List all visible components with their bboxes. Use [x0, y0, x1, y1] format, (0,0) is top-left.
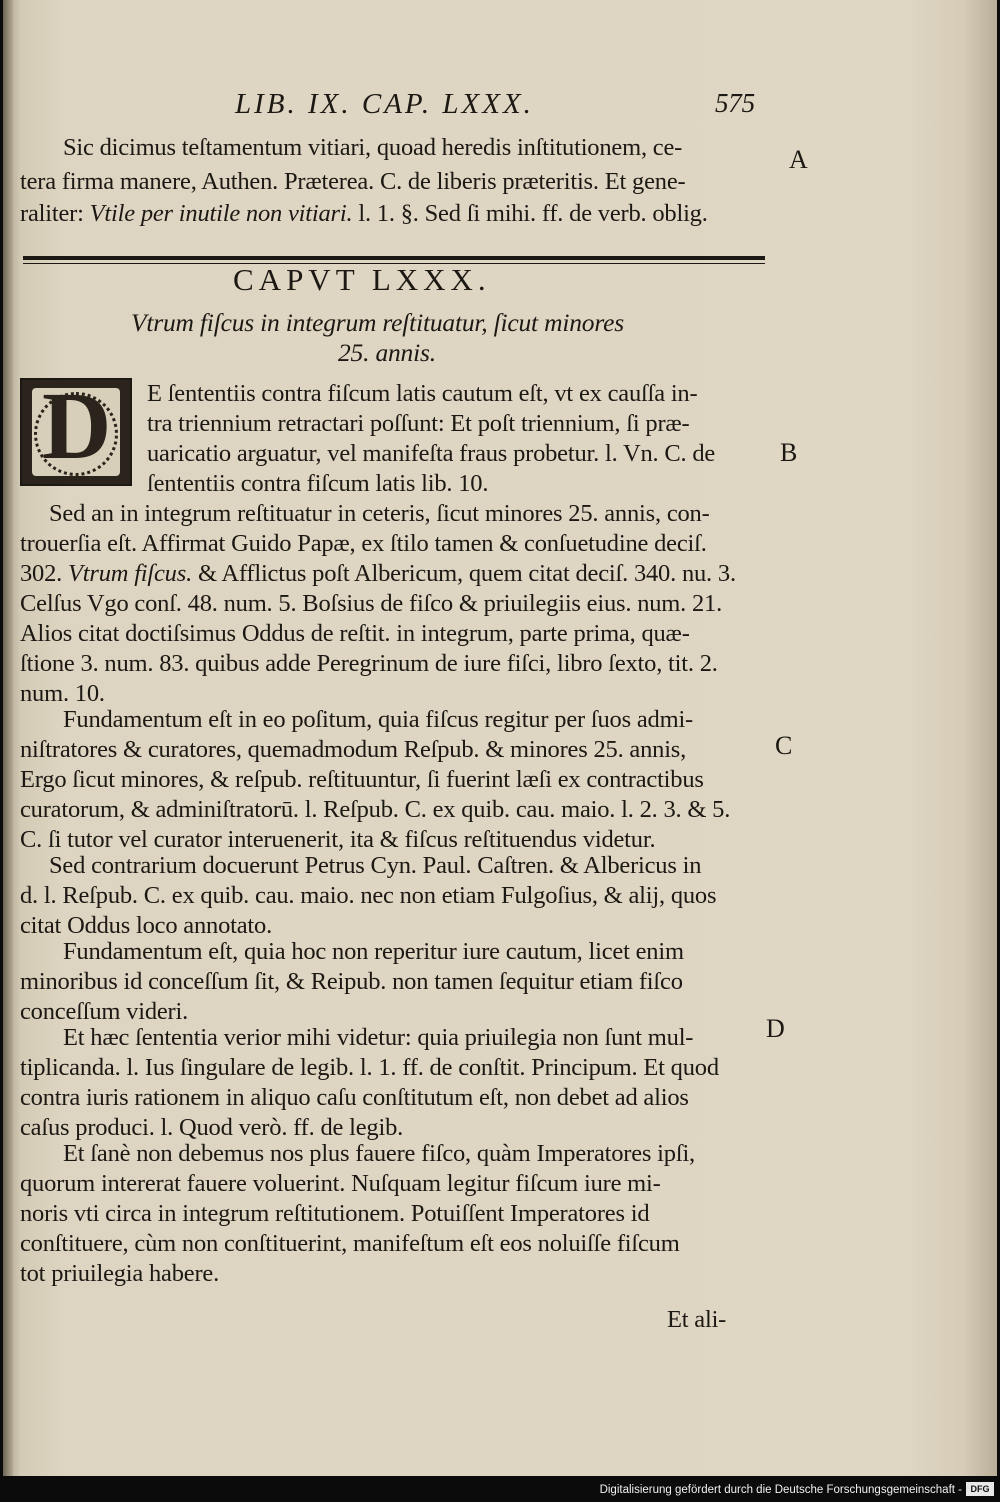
section-rule [23, 256, 765, 260]
text-line: Sed contrarium docuerunt Petrus Cyn. Paul. Caſtren. & Albericus in [49, 852, 702, 879]
text-line: Fundamentum eſt, quia hoc non reperitur iure cautum, licet enim [63, 938, 684, 965]
text-line: C. ſi tutor vel curator interuenerit, ita & fiſcus reſtituendus videtur. [20, 826, 656, 853]
text-line: tot priuilegia habere. [20, 1260, 220, 1287]
text-segment: raliter: [20, 200, 84, 227]
catchword: Et ali- [667, 1306, 727, 1333]
margin-letter-a: A [789, 145, 808, 174]
text-line [20, 560, 736, 588]
italic-segment: Vtrum fiſcus. [68, 560, 192, 587]
italic-segment: Vtile per inutile non vitiari. [89, 200, 353, 227]
chapter-subtitle: 25. annis. [338, 338, 436, 367]
text-line: conceſſum videri. [20, 998, 189, 1025]
text-line: E ſententiis contra fiſcum latis cautum eſt, vt ex cauſſa in- [147, 380, 698, 407]
text-line: num. 10. [20, 680, 105, 707]
chapter-subtitle: Vtrum fiſcus in integrum reſtituatur, ſicut minores [131, 308, 624, 337]
text-line: quorum intererat fauere voluerint. Nuſquam legitur fiſcum iure mi- [20, 1170, 661, 1197]
text-line: conſtituere, cùm non conſtituerint, manifeſtum eſt eos noluiſſe fiſcum [20, 1230, 680, 1257]
margin-letter-c: C [775, 731, 793, 760]
text-line: ſententiis contra fiſcum latis lib. 10. [147, 470, 489, 497]
text-line: tera firma manere, Authen. Præterea. C. de liberis præteritis. Et gene- [20, 168, 686, 195]
text-line: noris vti circa in integrum reſtitutionem. Potuiſſent Imperatores id [20, 1200, 650, 1227]
decorated-initial [20, 372, 132, 486]
chapter-title: CAPVT LXXX. [233, 262, 491, 297]
text-line: Et hæc ſententia verior mihi videtur: quia priuilegia non ſunt mul- [63, 1024, 694, 1051]
text-line: Et ſanè non debemus nos plus fauere fiſco, quàm Imperatores ipſi, [63, 1140, 695, 1167]
text-line: contra iuris rationem in aliquo caſu conſtitutum eſt, non debet ad alios [20, 1084, 689, 1111]
text-segment: 302. [20, 560, 63, 587]
text-segment: & Afflictus poſt Albericum, quem citat deciſ. 340. nu. 3. [197, 560, 736, 587]
page-number: 575 [715, 88, 755, 118]
text-line: tra triennium retractari poſſunt: Et poſt triennium, ſi præ- [147, 410, 690, 437]
text-line: Celſus Vgo conſ. 48. num. 5. Boſsius de fiſco & priuilegiis eius. num. 21. [20, 590, 723, 617]
text-line: niſtratores & curatores, quemadmodum Reſpub. & minores 25. annis, [20, 736, 687, 763]
text-line [20, 200, 708, 228]
text-line: minoribus id conceſſum ſit, & Reipub. non tamen ſequitur etiam fiſco [20, 968, 683, 995]
text-line: citat Oddus loco annotato. [20, 912, 272, 939]
text-line: Alios citat doctiſsimus Oddus de reſtit. in integrum, parte prima, quæ- [20, 620, 690, 647]
text-line: caſus produci. l. Quod verò. ff. de legib. [20, 1114, 404, 1141]
text-line: Fundamentum eſt in eo poſitum, quia fiſcus regitur per ſuos admi- [63, 706, 694, 733]
dfg-logo: DFG [966, 1482, 994, 1496]
margin-letter-b: B [780, 438, 798, 467]
text-line: tiplicanda. l. Ius ſingulare de legib. l. 1. ff. de conſtit. Principum. Et quod [20, 1054, 719, 1081]
text-line: uaricatio arguatur, vel manifeſta fraus probetur. l. Vn. C. de [147, 440, 716, 467]
text-line: d. l. Reſpub. C. ex quib. cau. maio. nec non etiam Fulgoſius, & alij, quos [20, 882, 717, 909]
initial-letter: D [42, 372, 112, 479]
page-gutter-shadow [3, 0, 13, 1476]
running-head: LIB. IX. CAP. LXXX. [235, 88, 534, 120]
text-line: ſtione 3. num. 83. quibus adde Peregrinum de iure fiſci, libro ſexto, tit. 2. [20, 650, 718, 677]
text-line: curatorum, & adminiſtratorū. l. Reſpub. C. ex quib. cau. maio. l. 2. 3. & 5. [20, 796, 731, 823]
funding-credit: Digitalisierung gefördert durch die Deutsche Forschungsgemeinschaft - [599, 1484, 962, 1496]
text-line: Sed an in integrum reſtituatur in ceteris, ſicut minores 25. annis, con- [49, 500, 710, 527]
book-page [3, 0, 997, 1476]
margin-letter-d: D [766, 1014, 785, 1043]
text-line: trouerſia eſt. Affirmat Guido Papæ, ex ſtilo tamen & conſuetudine deciſ. [20, 530, 707, 557]
text-segment: l. 1. §. Sed ſi mihi. ff. de verb. oblig. [358, 200, 708, 227]
text-line: Sic dicimus teſtamentum vitiari, quoad heredis inſtitutionem, ce- [63, 134, 683, 161]
text-line: Ergo ſicut minores, & reſpub. reſtituuntur, ſi fuerint læſi ex contractibus [20, 766, 704, 793]
